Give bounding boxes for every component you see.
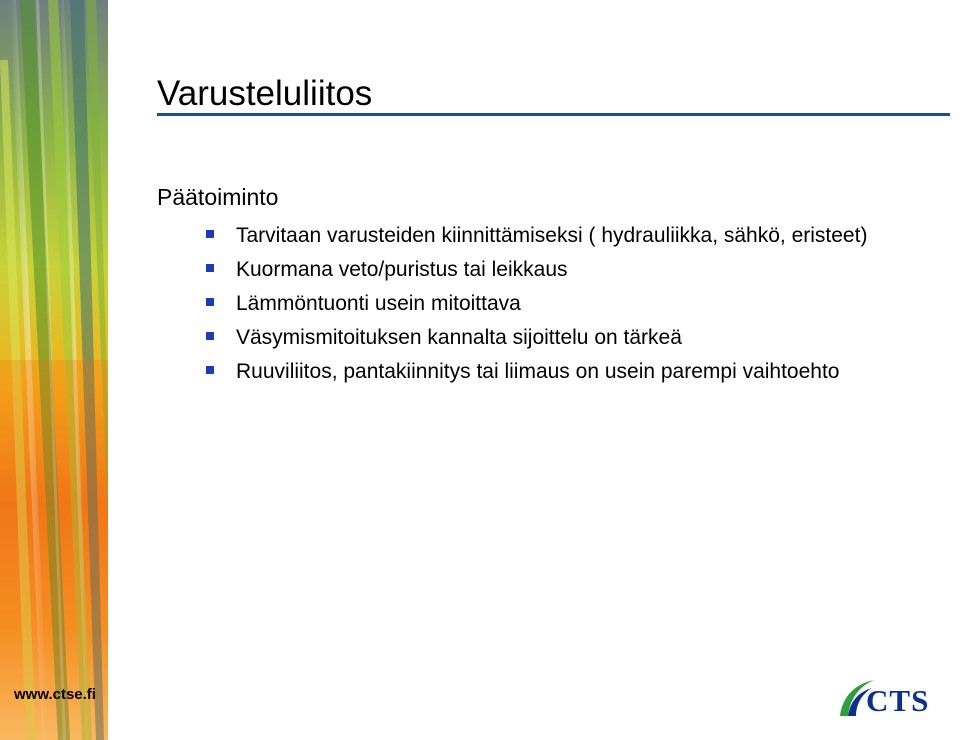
square-bullet-icon (206, 230, 214, 238)
square-bullet-icon (206, 264, 214, 272)
bullet-list (205, 221, 905, 391)
cts-logo (836, 676, 958, 720)
bullet-text: Väsymismitoituksen kannalta sijoittelu on tärkeä (236, 326, 682, 349)
section-heading: Päätoiminto (157, 184, 279, 210)
square-bullet-icon (206, 332, 214, 340)
bullet-text: Lämmöntuonti usein mitoittava (236, 292, 521, 315)
bullet-text: Ruuviliitos, pantakiinnitys tai liimaus on usein parempi vaihtoehto (236, 360, 840, 383)
bullet-text: Kuormana veto/puristus tai leikkaus (236, 258, 568, 281)
side-gradient-art (0, 0, 108, 740)
title-underline (157, 113, 950, 116)
list-item (205, 323, 905, 352)
list-item (205, 289, 905, 318)
slide-title: Varusteluliitos (157, 74, 373, 113)
list-item (205, 357, 905, 386)
square-bullet-icon (206, 298, 214, 306)
list-item (205, 255, 905, 284)
logo-text: CTS (866, 683, 930, 718)
footer-url: www.ctse.fi (14, 686, 96, 703)
bullet-text: Tarvitaan varusteiden kiinnittämiseksi ( hydrauliikka, sähkö, eristeet) (236, 224, 868, 247)
list-item (205, 221, 905, 250)
square-bullet-icon (206, 366, 214, 374)
decorative-side-panel (0, 0, 108, 740)
